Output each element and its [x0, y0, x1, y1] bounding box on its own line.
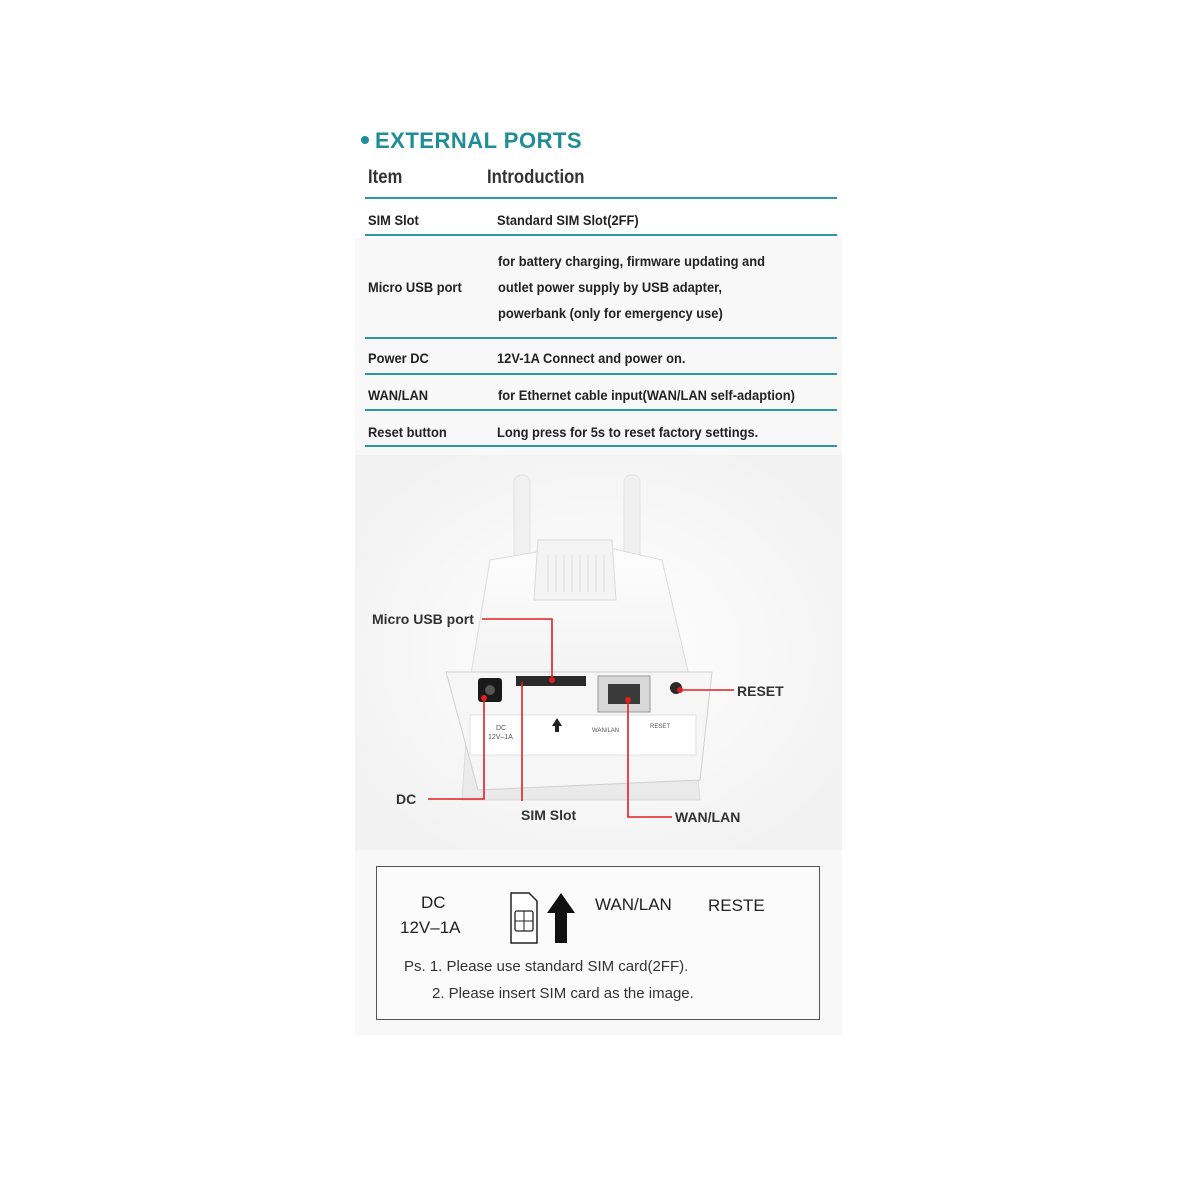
column-header-introduction: Introduction — [487, 167, 585, 188]
row-reset-item: Reset button — [368, 424, 447, 440]
row-rule — [365, 337, 837, 339]
sticker-voltage-label: 12V–1A — [488, 734, 513, 741]
callout-dot-micro-usb — [549, 677, 555, 683]
infobox-voltage: 12V–1A — [400, 918, 461, 937]
row-micro-usb-item: Micro USB port — [368, 279, 462, 295]
infobox-dc: DC — [421, 893, 446, 912]
bullet-icon — [361, 136, 369, 144]
arrow-up-icon — [547, 893, 575, 943]
dc-pin — [485, 685, 495, 695]
infobox-wan-lan: WAN/LAN — [595, 895, 672, 914]
sim-card-icon — [509, 891, 579, 947]
rj45-socket — [608, 684, 640, 704]
infobox-reset: RESTE — [708, 896, 765, 915]
callout-dot-reset — [677, 687, 683, 693]
column-header-item: Item — [368, 167, 403, 188]
callout-reset: RESET — [737, 683, 784, 699]
infobox-note-1: Ps. 1. Please use standard SIM card(2FF). — [404, 958, 689, 975]
sticker-dc-label: DC — [496, 725, 507, 732]
infobox-note-2: 2. Please insert SIM card as the image. — [432, 985, 694, 1002]
row-power-dc-intro: 12V-1A Connect and power on. — [497, 350, 686, 366]
row-reset-intro: Long press for 5s to reset factory settings. — [497, 424, 759, 440]
callout-dot-dc — [481, 695, 487, 701]
row-sim-slot-item: SIM Slot — [368, 212, 419, 228]
sticker-reset-label: RESET — [650, 724, 671, 730]
row-rule — [365, 373, 837, 375]
header-rule — [365, 197, 837, 199]
callout-dc: DC — [396, 791, 417, 807]
section-heading-text: EXTERNAL PORTS — [375, 128, 583, 153]
row-micro-usb-intro-1: for battery charging, firmware updating and — [498, 253, 765, 269]
row-rule — [365, 445, 837, 447]
row-micro-usb-intro-3: powerbank (only for emergency use) — [498, 305, 723, 321]
row-rule — [365, 409, 837, 411]
row-micro-usb-intro-2: outlet power supply by USB adapter, — [498, 279, 723, 295]
callout-dot-wan — [625, 697, 631, 703]
row-sim-slot-intro: Standard SIM Slot(2FF) — [497, 212, 639, 228]
router-photo — [355, 455, 842, 850]
row-power-dc-item: Power DC — [368, 350, 429, 366]
callout-wan-lan: WAN/LAN — [675, 809, 741, 825]
row-rule — [365, 234, 837, 236]
section-heading — [361, 128, 582, 154]
callout-micro-usb: Micro USB port — [372, 611, 474, 627]
sticker-info-box — [376, 866, 820, 1020]
row-wan-lan-item: WAN/LAN — [368, 387, 429, 403]
sticker-wan-label: WAN/LAN — [592, 728, 620, 734]
callout-sim-slot: SIM Slot — [521, 807, 577, 823]
row-wan-lan-intro: for Ethernet cable input(WAN/LAN self-adaption) — [498, 387, 795, 403]
